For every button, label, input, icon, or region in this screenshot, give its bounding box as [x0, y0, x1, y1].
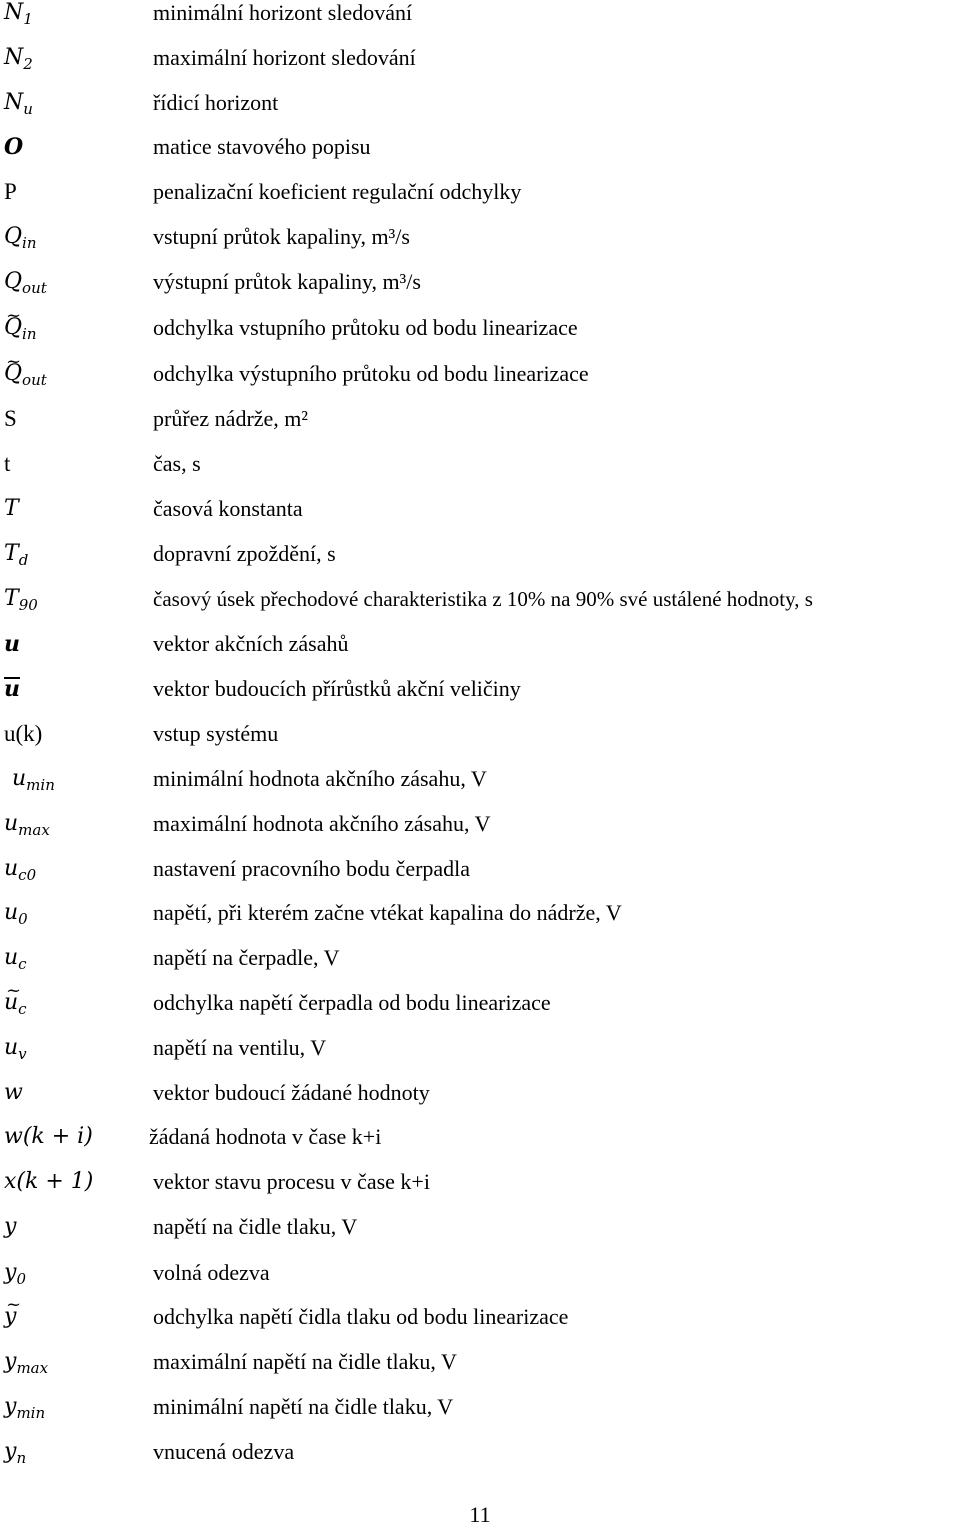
symbol: $y_{min}$ — [4, 1394, 46, 1422]
symbol-description: vektor budoucích přírůstků akční veličiny — [153, 676, 521, 701]
symbol: P — [4, 179, 17, 204]
symbol-row — [0, 496, 960, 536]
symbol-row — [0, 676, 960, 716]
symbol: u — [4, 676, 20, 702]
symbol-row — [0, 1349, 960, 1389]
symbol-description: vnucená odezva — [153, 1439, 295, 1464]
symbol: $N_1$ — [4, 0, 33, 28]
symbol: $T_{90}$ — [4, 586, 38, 614]
symbol-description: minimální napětí na čidle tlaku, V — [153, 1394, 454, 1419]
symbol-description: minimální horizont sledování — [153, 0, 413, 25]
symbol-row — [0, 451, 960, 491]
symbol-row — [0, 1260, 960, 1300]
symbol-description: výstupní průtok kapaliny, m³/s — [153, 269, 421, 294]
symbol: w(k + i) — [4, 1124, 93, 1149]
symbol-description: časový úsek přechodové charakteristika z 10% na 90% své ustálené hodnoty, s — [153, 587, 813, 611]
symbol-description: napětí, při kterém začne vtékat kapalina do nádrže, V — [153, 900, 622, 925]
symbol-row — [0, 945, 960, 985]
symbol-description: řídicí horizont — [153, 90, 279, 115]
symbol-description: vstup systému — [153, 721, 279, 746]
symbol: $y_n$ — [4, 1439, 27, 1467]
symbol-row — [0, 541, 960, 581]
symbol-row — [0, 900, 960, 940]
symbol-description: napětí na čerpadle, V — [153, 945, 340, 970]
symbol-row — [0, 766, 960, 806]
symbol-description: dopravní zpoždění, s — [153, 541, 336, 566]
symbol-description: odchylka výstupního průtoku od bodu linearizace — [153, 361, 589, 386]
symbol: y — [4, 1214, 17, 1239]
symbol-description: vektor akčních zásahů — [153, 631, 349, 656]
symbol-row — [0, 811, 960, 851]
symbol-description: napětí na čidle tlaku, V — [153, 1214, 358, 1239]
symbol-row — [0, 856, 960, 896]
symbol: $y_{max}$ — [4, 1349, 49, 1377]
symbol: $u_v$ — [4, 1035, 27, 1063]
symbol-row — [0, 1214, 960, 1254]
page-number: 11 — [469, 1502, 491, 1527]
symbol-description: časová konstanta — [153, 496, 303, 521]
symbol-description: maximální napětí na čidle tlaku, V — [153, 1349, 457, 1374]
symbol-row — [0, 1394, 960, 1434]
symbol: $u_c$ — [4, 945, 27, 973]
symbol-row — [0, 134, 960, 174]
symbol-row — [0, 1304, 960, 1344]
symbol-description: volná odezva — [153, 1260, 270, 1285]
symbol-description: odchylka napětí čidla tlaku od bodu linearizace — [153, 1304, 569, 1329]
symbol-description: matice stavového popisu — [153, 134, 371, 159]
symbol: ~ $Q_{out}$ — [4, 361, 47, 387]
symbol-row — [0, 1169, 960, 1209]
symbol: $u_{max}$ — [4, 811, 50, 839]
symbol-description: minimální hodnota akčního zásahu, V — [153, 766, 487, 791]
symbol-description: napětí na ventilu, V — [153, 1035, 327, 1060]
symbol-description: čas, s — [153, 451, 201, 476]
symbol-row — [0, 224, 960, 264]
symbol-description: vektor budoucí žádané hodnoty — [153, 1080, 430, 1105]
symbol-row — [0, 269, 960, 309]
symbol: O — [4, 134, 24, 160]
symbol: T — [4, 496, 19, 521]
symbol: x(k + 1) — [4, 1169, 94, 1194]
symbol: ~ $u_c$ — [4, 990, 27, 1016]
symbol-row — [0, 631, 960, 671]
symbol-description: vektor stavu procesu v čase k+i — [153, 1169, 430, 1194]
symbol: $y_0$ — [4, 1260, 26, 1288]
symbol-row — [0, 1124, 960, 1164]
symbol: $N_2$ — [4, 45, 33, 73]
symbol-row — [0, 721, 960, 761]
symbol: w — [4, 1080, 23, 1105]
symbol-description: maximální horizont sledování — [153, 45, 416, 70]
symbol-description: žádaná hodnota v čase k+i — [149, 1124, 382, 1149]
symbol: $Q_{in}$ — [4, 224, 37, 252]
symbol-description: odchylka vstupního průtoku od bodu linearizace — [153, 315, 578, 340]
symbol: $T_d$ — [4, 541, 29, 569]
symbol-row — [0, 361, 960, 401]
symbol-row — [0, 1080, 960, 1120]
symbol: $u_{c0}$ — [4, 856, 37, 884]
symbol-row — [0, 315, 960, 355]
symbol: u(k) — [4, 721, 43, 746]
symbol: $N_u$ — [4, 90, 33, 118]
symbol: S — [4, 406, 17, 431]
symbol: u — [4, 631, 20, 657]
symbol-row — [0, 990, 960, 1030]
symbol-description: maximální hodnota akčního zásahu, V — [153, 811, 491, 836]
symbol: $u_{min}$ — [12, 766, 55, 794]
symbol-row — [0, 179, 960, 219]
symbol: ~ $Q_{in}$ — [4, 315, 37, 341]
symbol-row — [0, 0, 960, 40]
symbol: t — [4, 451, 11, 476]
symbol-description: průřez nádrže, m² — [153, 406, 309, 431]
symbol-row — [0, 1035, 960, 1075]
symbol-row — [0, 45, 960, 85]
symbol-description: vstupní průtok kapaliny, m³/s — [153, 224, 410, 249]
symbol: $u_0$ — [4, 900, 28, 928]
symbol-row — [0, 586, 960, 626]
symbol-description: penalizační koeficient regulační odchylky — [153, 179, 522, 204]
symbol: $Q_{out}$ — [4, 269, 47, 297]
symbol-row — [0, 1439, 960, 1479]
symbol-description: odchylka napětí čerpadla od bodu linearizace — [153, 990, 551, 1015]
symbol-description: nastavení pracovního bodu čerpadla — [153, 856, 471, 881]
symbol: ~ y — [4, 1304, 16, 1330]
symbol-row — [0, 406, 960, 446]
symbol-row — [0, 90, 960, 130]
